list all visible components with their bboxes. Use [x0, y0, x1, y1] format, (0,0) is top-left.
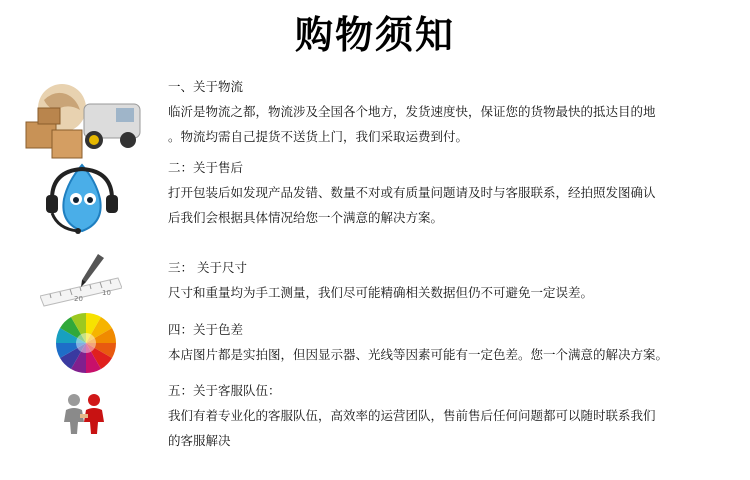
customer-service-headset-icon — [38, 159, 128, 241]
section-heading: 四：关于色差 — [168, 322, 244, 337]
section-text-line: 临沂是物流之都，物流涉及全国各个地方，发货速度快，保证您的货物最快的抵达目的地 — [168, 104, 656, 119]
section-text-line: 打开包装后如发现产品发错、数量不对或有质量问题请及时与客服联系，经拍照发图确认 — [168, 185, 656, 200]
section-text-line: 。物流均需自己提货不送货上门，我们采取运费到付。 — [168, 129, 469, 144]
section-text-line: 我们有着专业化的客服队伍，高效率的运营团队，售前售后任何问题都可以随时联系我们 — [168, 408, 656, 423]
section-heading: 五：关于客服队伍： — [168, 383, 281, 398]
section-text-line: 本店图片都是实拍图，但因显示器、光线等因素可能有一定色差。您一个满意的解决方案。 — [168, 347, 669, 362]
color-wheel-icon — [54, 311, 118, 375]
handshake-people-icon — [62, 392, 106, 436]
section-heading: 二：关于售后 — [168, 160, 244, 175]
ruler-tick-label: 20 — [74, 295, 83, 303]
section-heading: 一、关于物流 — [168, 79, 244, 94]
section-text-line: 尺寸和重量均为手工测量，我们尽可能精确相关数据但仍不可避免一定误差。 — [168, 285, 594, 300]
ruler-pencil-icon — [40, 252, 122, 308]
page-title: 购物须知 — [294, 13, 455, 57]
section-text-line: 后我们会根据具体情况给您一个满意的解决方案。 — [168, 210, 444, 225]
section-text-line: 的客服解决 — [168, 433, 231, 448]
section-heading: 三： 关于尺寸 — [168, 260, 247, 275]
delivery-truck-icon — [20, 78, 150, 164]
ruler-tick-label: 10 — [102, 289, 111, 297]
